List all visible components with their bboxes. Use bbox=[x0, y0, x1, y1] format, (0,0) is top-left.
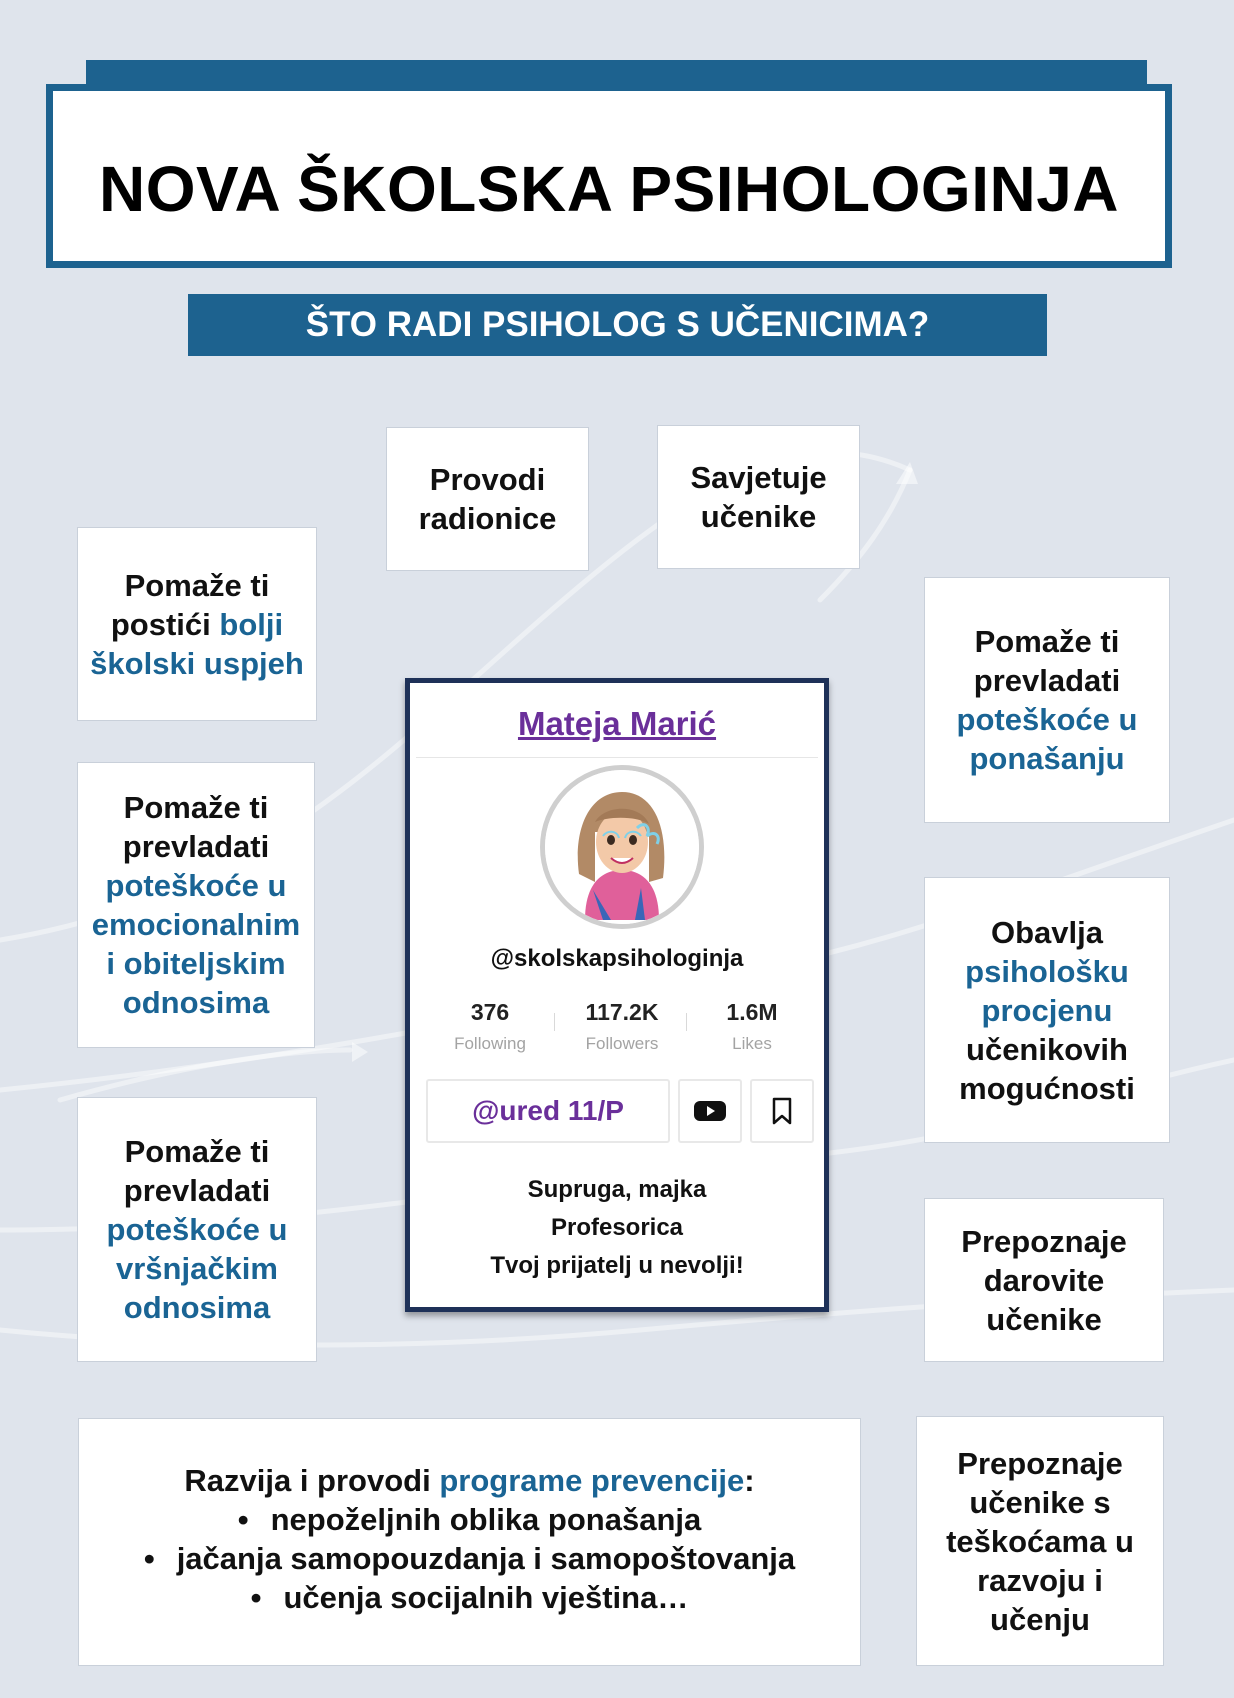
stat-value: 1.6M bbox=[726, 999, 778, 1025]
prevention-item: učenja socijalnih vještina… bbox=[283, 1580, 689, 1615]
stat-value: 376 bbox=[470, 999, 510, 1025]
avatar[interactable] bbox=[540, 765, 704, 929]
card-highlight: bolji bbox=[219, 606, 284, 642]
card-text: teškoćama u bbox=[946, 1523, 1134, 1559]
card-text: učenikovih bbox=[966, 1031, 1128, 1067]
subtitle-banner: ŠTO RADI PSIHOLOG S UČENICIMA? bbox=[188, 294, 1047, 356]
card-highlight: ponašanju bbox=[969, 741, 1125, 776]
card-text: Savjetuje bbox=[690, 460, 827, 495]
card-text: Prepoznaje bbox=[961, 1223, 1127, 1259]
office-button[interactable]: @ured 11/P bbox=[426, 1079, 670, 1143]
stat-label: Followers bbox=[585, 1034, 659, 1053]
card-text: Provodi bbox=[429, 462, 546, 497]
youtube-icon bbox=[693, 1099, 727, 1123]
stat-label: Likes bbox=[732, 1034, 772, 1053]
card-behavior bbox=[924, 577, 1170, 823]
card-text: prevladati bbox=[123, 1173, 271, 1208]
prevention-item: nepoželjnih oblika ponašanja bbox=[270, 1502, 702, 1537]
card-highlight: psihološku bbox=[965, 953, 1129, 989]
card-workshops bbox=[386, 427, 589, 571]
bio-line: Tvoj prijatelj u nevolji! bbox=[490, 1252, 744, 1279]
card-text: mogućnosti bbox=[959, 1070, 1135, 1106]
card-text: učenike bbox=[986, 1301, 1102, 1337]
stat-divider bbox=[686, 1013, 687, 1031]
card-text: učenju bbox=[990, 1601, 1090, 1637]
prevention-item: jačanja samopouzdanja i samopoštovanja bbox=[176, 1541, 796, 1576]
card-text: Prepoznaje bbox=[957, 1445, 1123, 1481]
stat-following[interactable] bbox=[430, 999, 550, 1054]
card-counseling bbox=[657, 425, 860, 569]
bullet-icon: • bbox=[237, 1502, 249, 1537]
card-highlight: odnosima bbox=[123, 1290, 271, 1325]
card-text: Pomaže ti bbox=[124, 1134, 270, 1169]
card-highlight: poteškoće u bbox=[105, 868, 287, 903]
card-text: Obavlja bbox=[990, 914, 1103, 950]
stat-label: Following bbox=[454, 1034, 526, 1053]
page-title: NOVA ŠKOLSKA PSIHOLOGINJA bbox=[99, 153, 1119, 225]
avatar-illustration bbox=[545, 770, 699, 924]
card-highlight: poteškoće u bbox=[106, 1212, 288, 1247]
bio-line: Supruga, majka bbox=[527, 1176, 707, 1203]
card-difficulties bbox=[916, 1416, 1164, 1666]
bookmark-button[interactable] bbox=[750, 1079, 814, 1143]
card-text: Pomaže ti bbox=[124, 567, 270, 603]
card-text: radionice bbox=[418, 501, 557, 536]
card-highlight: odnosima bbox=[122, 985, 270, 1020]
bullet-icon: • bbox=[143, 1541, 155, 1576]
stat-followers[interactable] bbox=[562, 999, 682, 1054]
card-text: prevladati bbox=[973, 663, 1121, 698]
card-peer bbox=[77, 1097, 317, 1362]
card-assessment bbox=[924, 877, 1170, 1143]
prevention-intro: Razvija i provodi bbox=[184, 1463, 440, 1498]
bookmark-icon bbox=[770, 1096, 794, 1126]
card-text: učenike bbox=[700, 499, 817, 534]
card-gifted bbox=[924, 1198, 1164, 1362]
profile-bio bbox=[410, 1171, 824, 1285]
card-highlight: školski uspjeh bbox=[90, 645, 304, 681]
card-text: Pomaže ti bbox=[974, 624, 1120, 659]
card-school-success bbox=[77, 527, 317, 721]
card-prevention bbox=[78, 1418, 861, 1666]
card-text: razvoju i bbox=[977, 1562, 1103, 1598]
card-highlight: procjenu bbox=[981, 992, 1113, 1028]
card-text: darovite bbox=[983, 1262, 1105, 1298]
card-text: prevladati bbox=[122, 829, 270, 864]
card-highlight: poteškoće u bbox=[956, 702, 1138, 737]
stat-divider bbox=[554, 1013, 555, 1031]
prevention-highlight: programe prevencije bbox=[439, 1463, 745, 1498]
stat-value: 117.2K bbox=[585, 999, 659, 1025]
card-emotional bbox=[77, 762, 315, 1048]
card-highlight: emocionalnim bbox=[91, 907, 301, 942]
prevention-colon: : bbox=[744, 1463, 755, 1498]
profile-card bbox=[405, 678, 829, 1312]
stat-likes[interactable] bbox=[692, 999, 812, 1054]
bio-line: Profesorica bbox=[550, 1214, 684, 1241]
card-text: učenike s bbox=[969, 1484, 1111, 1520]
profile-handle: @skolskapsihologinja bbox=[490, 945, 744, 972]
card-text: Pomaže ti bbox=[123, 790, 269, 825]
card-highlight: vršnjačkim bbox=[115, 1251, 278, 1286]
profile-divider bbox=[416, 757, 818, 758]
youtube-button[interactable] bbox=[678, 1079, 742, 1143]
profile-name[interactable]: Mateja Marić bbox=[517, 705, 717, 742]
card-text: postići bbox=[110, 606, 220, 642]
bullet-icon: • bbox=[250, 1580, 262, 1615]
card-highlight: i obiteljskim bbox=[106, 946, 286, 981]
